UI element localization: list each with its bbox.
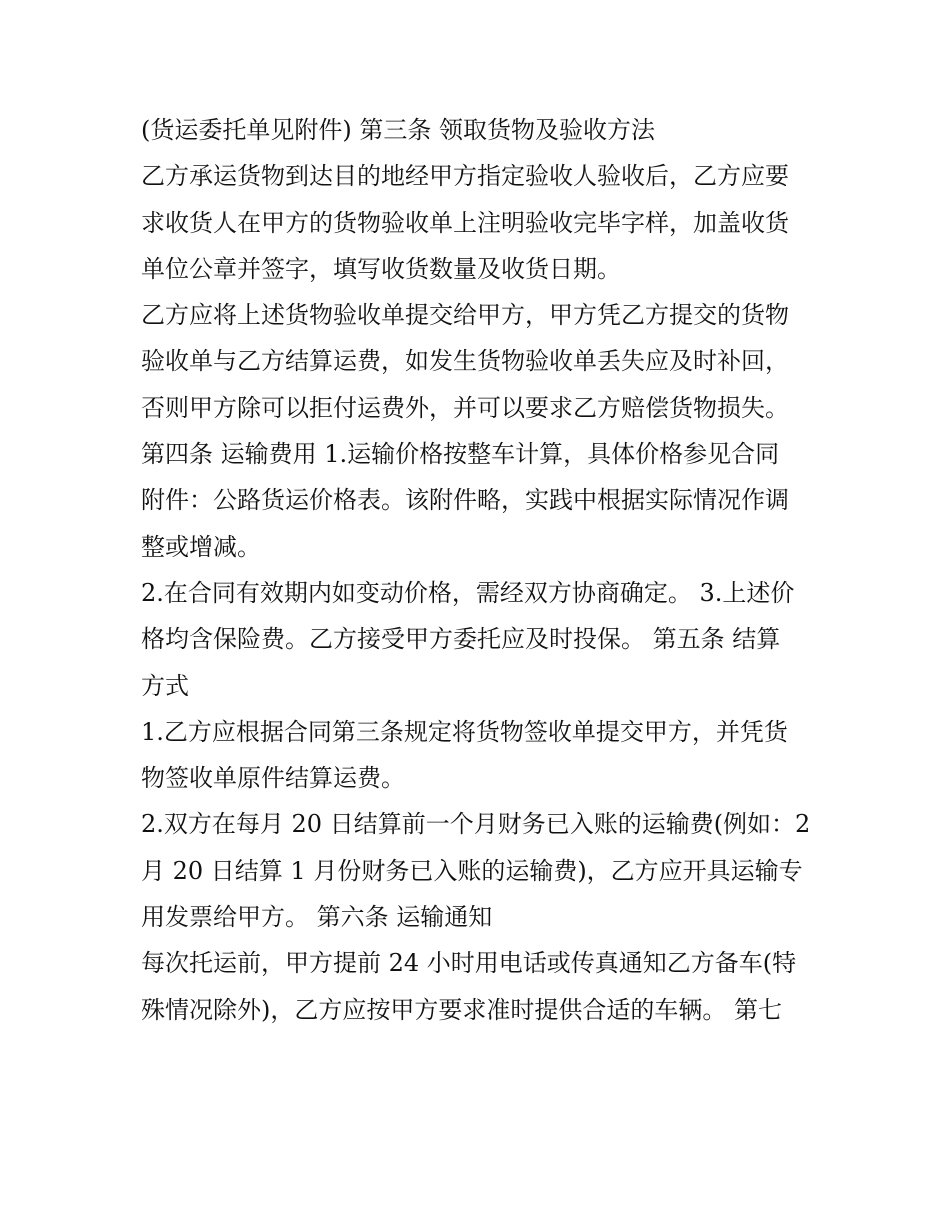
text-line: 用发票给甲方。 第六条 运输通知 [141,903,493,932]
text-line: 2.在合同有效期内如变动价格，需经双方协商确定。 3.上述价 [141,578,795,607]
text-line: 每次托运前，甲方提前 24 小时用电话或传真通知乙方备车(特 [141,949,797,978]
text-line: 乙方应将上述货物验收单提交给甲方，甲方凭乙方提交的货物 [141,301,789,330]
text-line: 验收单与乙方结算运费，如发生货物验收单丢失应及时补回， [141,347,789,376]
text-line: 物签收单原件结算运费。 [141,764,405,793]
text-line: 月 20 日结算 1 月份财务已入账的运输费)，乙方应开具运输专 [141,856,803,885]
document-body [141,110,821,1031]
text-line: 方式 [141,671,189,700]
text-line: 否则甲方除可以拒付运费外，并可以要求乙方赔偿货物损失。 [141,393,789,422]
text-line: 1.乙方应根据合同第三条规定将货物签收单提交甲方，并凭货 [141,717,788,746]
text-line: 求收货人在甲方的货物验收单上注明验收完毕字样，加盖收货 [141,208,789,237]
text-line: 2.双方在每月 20 日结算前一个月财务已入账的运输费(例如：2 [141,810,811,839]
text-line: 附件：公路货运价格表。该附件略，实践中根据实际情况作调 [141,486,789,515]
text-line: (货运委托单见附件) 第三条 领取货物及验收方法 [141,116,655,144]
text-line: 整或增减。 [141,532,261,561]
text-line: 格均含保险费。乙方接受甲方委托应及时投保。 第五条 结算 [141,625,781,654]
text-line: 单位公章并签字，填写收货数量及收货日期。 [141,254,621,283]
text-line: 第四条 运输费用 1.运输价格按整车计算，具体价格参见合同 [141,440,780,469]
text-line: 乙方承运货物到达目的地经甲方指定验收人验收后，乙方应要 [141,162,789,191]
text-line: 殊情况除外)，乙方应按甲方要求准时提供合适的车辆。 第七 [141,995,782,1024]
